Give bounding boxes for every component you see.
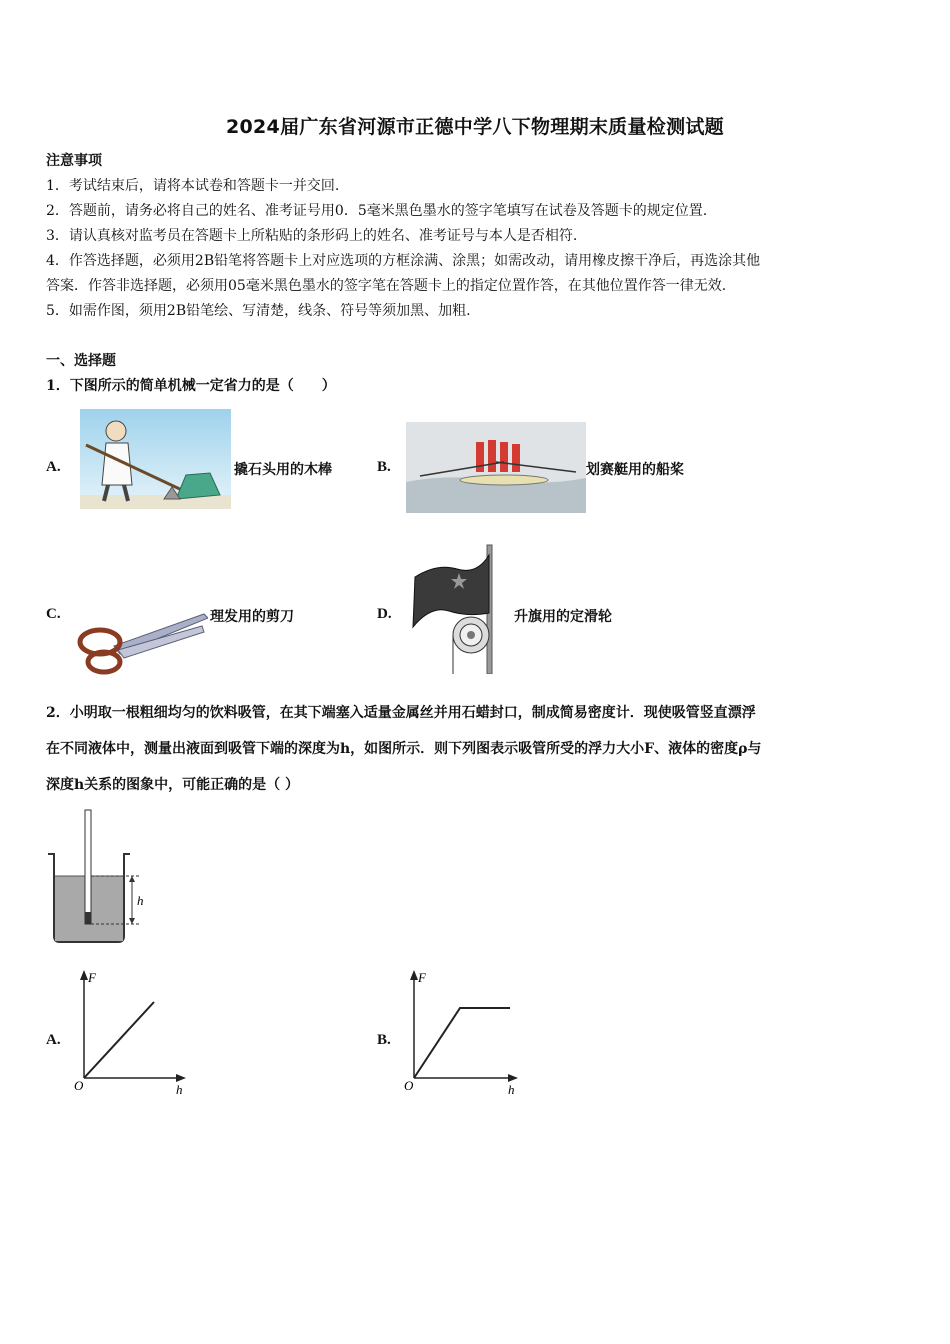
- graph-a-x-label: h: [176, 1082, 183, 1097]
- beaker-diagram: [44, 808, 154, 944]
- graph-a-origin: O: [74, 1078, 84, 1093]
- flagpole-pulley-image: [407, 543, 511, 674]
- question-2-line: 2．小明取一根粗细均匀的饮料吸管，在其下端塞入适量金属丝并用石蜡封口，制成简易密度计．现使吸管竖直漂浮: [46, 705, 756, 721]
- crowbar-lever-image: [80, 409, 231, 509]
- notice-item: 3．请认真核对监考员在答题卡上所粘贴的条形码上的姓名、准考证号与本人是否相符.: [46, 228, 578, 244]
- scissors-image: [74, 606, 208, 676]
- notice-item: 答案．作答非选择题，必须用05毫米黑色墨水的签字笔在答题卡上的指定位置作答，在其他位置作答一律无效.: [46, 278, 727, 294]
- section-heading: 一、选择题: [46, 353, 116, 369]
- notice-item: 4．作答选择题，必须用2B铅笔将答题卡上对应选项的方框涂满、涂黑；如需改动，请用橡皮擦干净后，再选涂其他: [46, 253, 761, 269]
- q2-option-a-letter: A.: [46, 1032, 61, 1048]
- notice-heading: 注意事项: [46, 153, 102, 169]
- notice-item: 5．如需作图，须用2B铅笔绘、写清楚，线条、符号等须加黑、加粗.: [46, 303, 471, 319]
- graph-b-origin: O: [404, 1078, 414, 1093]
- option-b-caption: 划赛艇用的船桨: [586, 462, 684, 478]
- option-c-letter: C.: [46, 606, 61, 622]
- beaker-h-label: h: [137, 893, 144, 908]
- graph-b-x-label: h: [508, 1082, 515, 1097]
- rowing-oar-image: [406, 422, 586, 513]
- notice-item: 1．考试结束后，请将本试卷和答题卡一并交回.: [46, 178, 340, 194]
- graph-a: [70, 966, 194, 1100]
- option-a-letter: A.: [46, 459, 61, 475]
- page-title: 2024届广东省河源市正德中学八下物理期末质量检测试题: [226, 116, 724, 138]
- graph-a-y-label: F: [88, 970, 96, 985]
- option-c-caption: 理发用的剪刀: [210, 609, 294, 625]
- option-a-caption: 撬石头用的木棒: [234, 462, 332, 478]
- question-1-stem: 1．下图所示的简单机械一定省力的是（ ）: [46, 378, 336, 394]
- option-d-letter: D.: [377, 606, 392, 622]
- option-b-letter: B.: [377, 459, 391, 475]
- q2-option-b-letter: B.: [377, 1032, 391, 1048]
- question-2-line: 深度h关系的图象中，可能正确的是（ ）: [46, 777, 300, 793]
- notice-item: 2．答题前，请务必将自己的姓名、准考证号用0．5毫米黑色墨水的签字笔填写在试卷及答题卡的规定位置.: [46, 203, 708, 219]
- question-2-line: 在不同液体中，测量出液面到吸管下端的深度为h，如图所示．则下列图表示吸管所受的浮力大小F、液体的密度ρ与: [46, 741, 762, 757]
- graph-b: [400, 966, 526, 1100]
- question-2-stem: [46, 703, 914, 811]
- graph-b-y-label: F: [418, 970, 426, 985]
- option-d-caption: 升旗用的定滑轮: [514, 609, 612, 625]
